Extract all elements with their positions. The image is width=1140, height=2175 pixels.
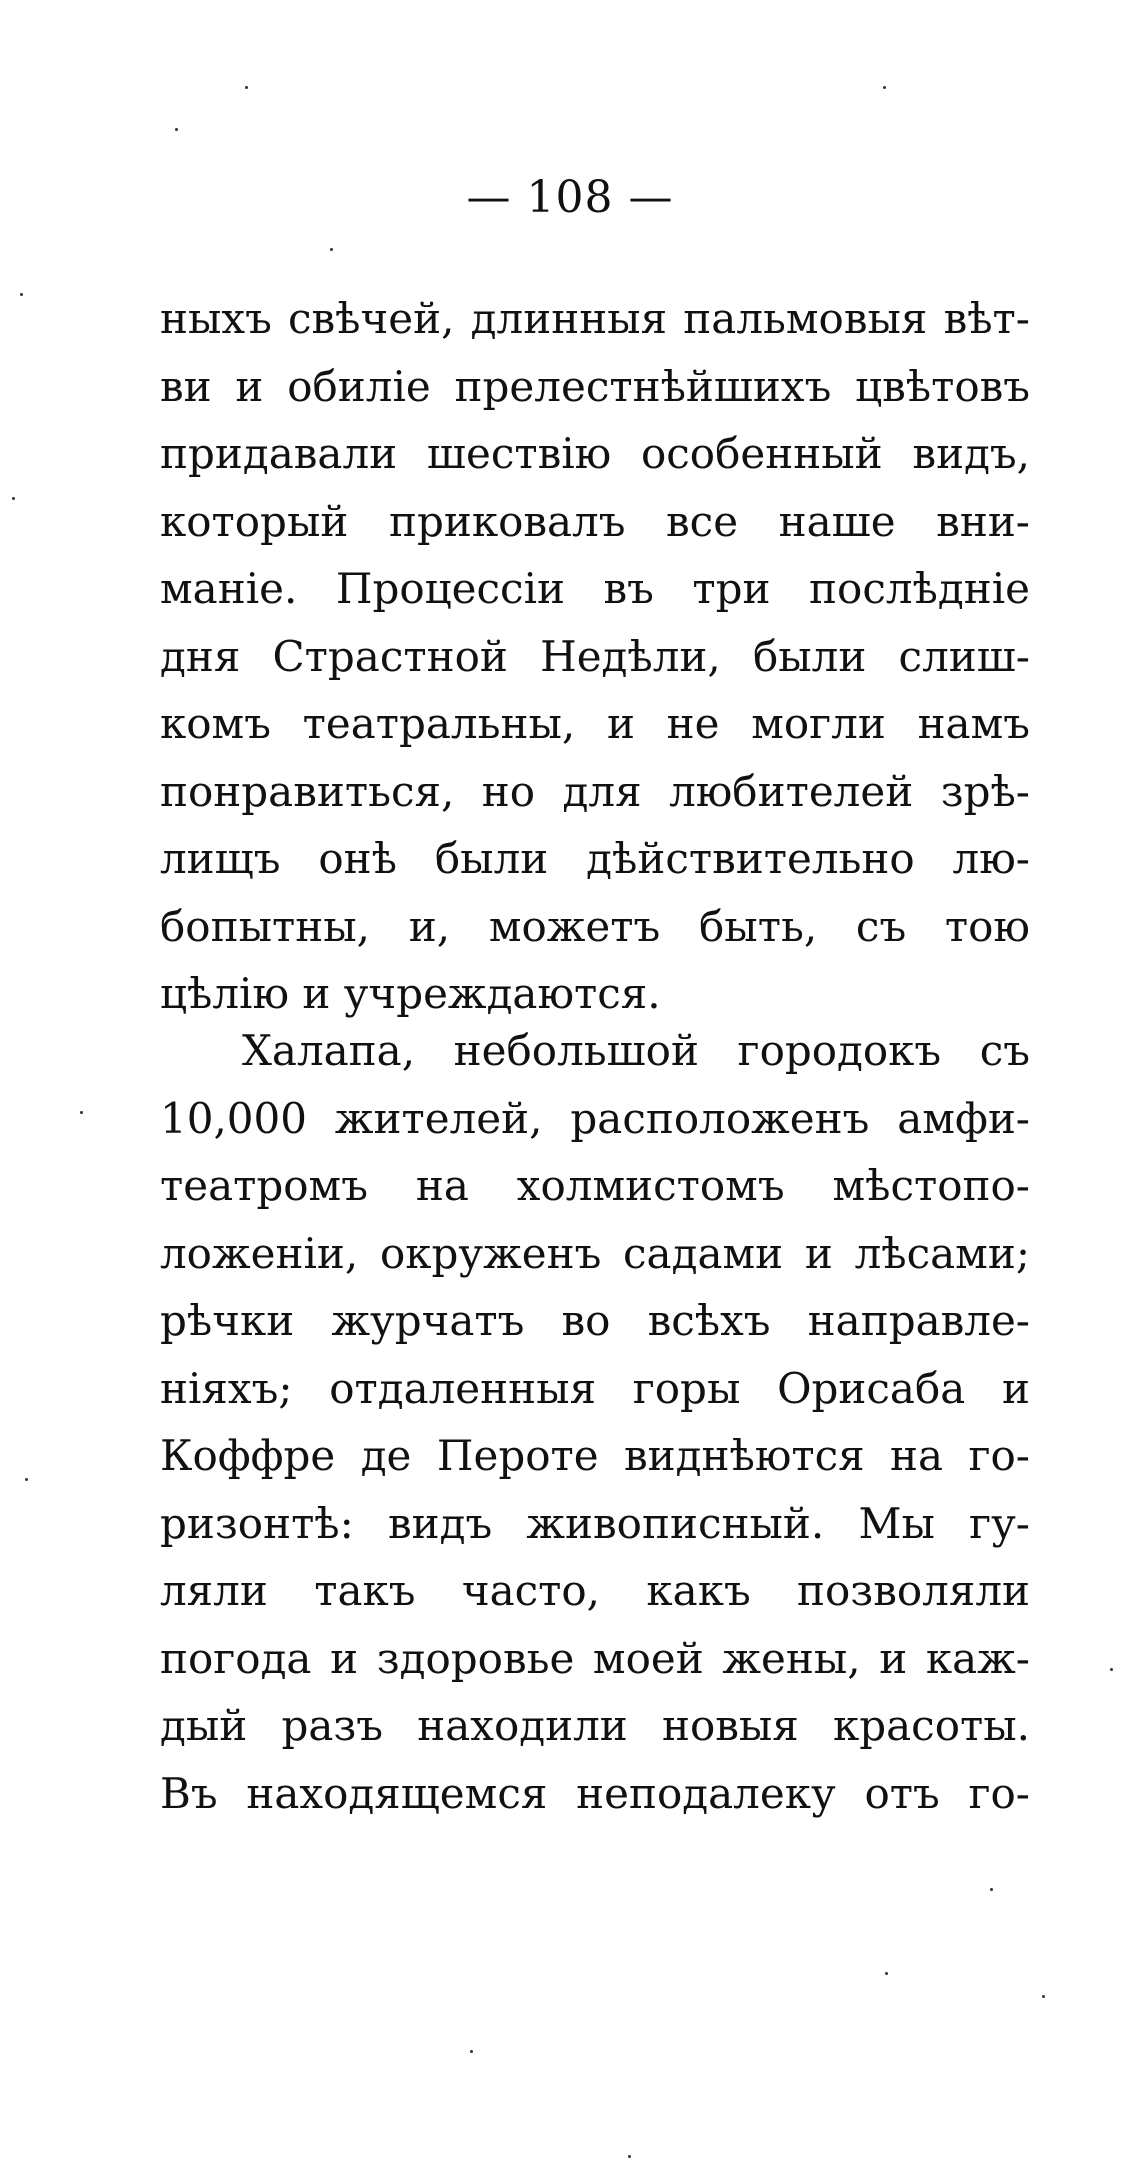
text-line: Халапа, небольшой городокъ съ — [242, 1026, 1030, 1075]
paragraph-1 — [160, 285, 1030, 1028]
paragraph-2 — [160, 1017, 1030, 1827]
text-line: цѣлію и учреждаются. — [160, 969, 661, 1018]
scan-speck — [470, 2050, 473, 2053]
scan-speck — [175, 128, 178, 131]
scan-speck — [628, 2155, 631, 2158]
scan-speck — [885, 1972, 888, 1975]
text-line: понравиться, но для любителей зрѣ- — [160, 766, 1030, 816]
scan-speck — [25, 1478, 28, 1481]
text-line: Въ находящемся неподалеку отъ го- — [160, 1768, 1030, 1818]
text-line: комъ театральны, и не могли намъ — [160, 699, 1030, 748]
text-line: ризонтѣ: видъ живописный. Мы гу- — [160, 1498, 1030, 1548]
text-line: 10,000 жителей, расположенъ амфи- — [160, 1093, 1030, 1143]
text-line: дый разъ находили новыя красоты. — [160, 1701, 1030, 1750]
text-line: погода и здоровье моей жены, и каж- — [160, 1633, 1030, 1683]
scan-speck — [12, 497, 15, 500]
scan-speck — [1110, 1668, 1113, 1671]
page-number: — 108 — — [466, 172, 674, 223]
text-line: рѣчки журчатъ во всѣхъ направле- — [160, 1296, 1030, 1345]
text-line: который приковалъ все наше вни- — [160, 496, 1030, 546]
text-line: театромъ на холмистомъ мѣстопо- — [160, 1161, 1030, 1210]
text-line: Коффре де Пероте виднѣются на го- — [160, 1431, 1030, 1480]
text-line: маніе. Процессіи въ три послѣдніе — [160, 564, 1030, 613]
text-line: бопытны, и, можетъ быть, съ тою — [160, 901, 1030, 951]
text-line: ніяхъ; отдаленныя горы Орисаба и — [160, 1363, 1030, 1413]
scan-speck — [330, 248, 333, 251]
text-line: ви и обиліе прелестнѣйшихъ цвѣтовъ — [160, 361, 1030, 411]
text-line: ныхъ свѣчей, длинныя пальмовыя вѣт- — [160, 294, 1030, 343]
scan-speck — [990, 1888, 993, 1891]
text-line: дня Страстной Недѣли, были слиш- — [160, 631, 1030, 681]
text-line: ложеніи, окруженъ садами и лѣсами; — [160, 1228, 1030, 1278]
text-line: лищъ онѣ были дѣйствительно лю- — [160, 834, 1030, 883]
scan-speck — [245, 86, 248, 89]
scan-speck — [1042, 1995, 1045, 1998]
text-line: придавали шествію особенный видъ, — [160, 429, 1030, 478]
text-line: ляли такъ часто, какъ позволяли — [160, 1566, 1030, 1615]
scan-speck — [20, 293, 23, 296]
scan-speck — [883, 86, 886, 89]
scan-speck — [80, 1111, 83, 1114]
